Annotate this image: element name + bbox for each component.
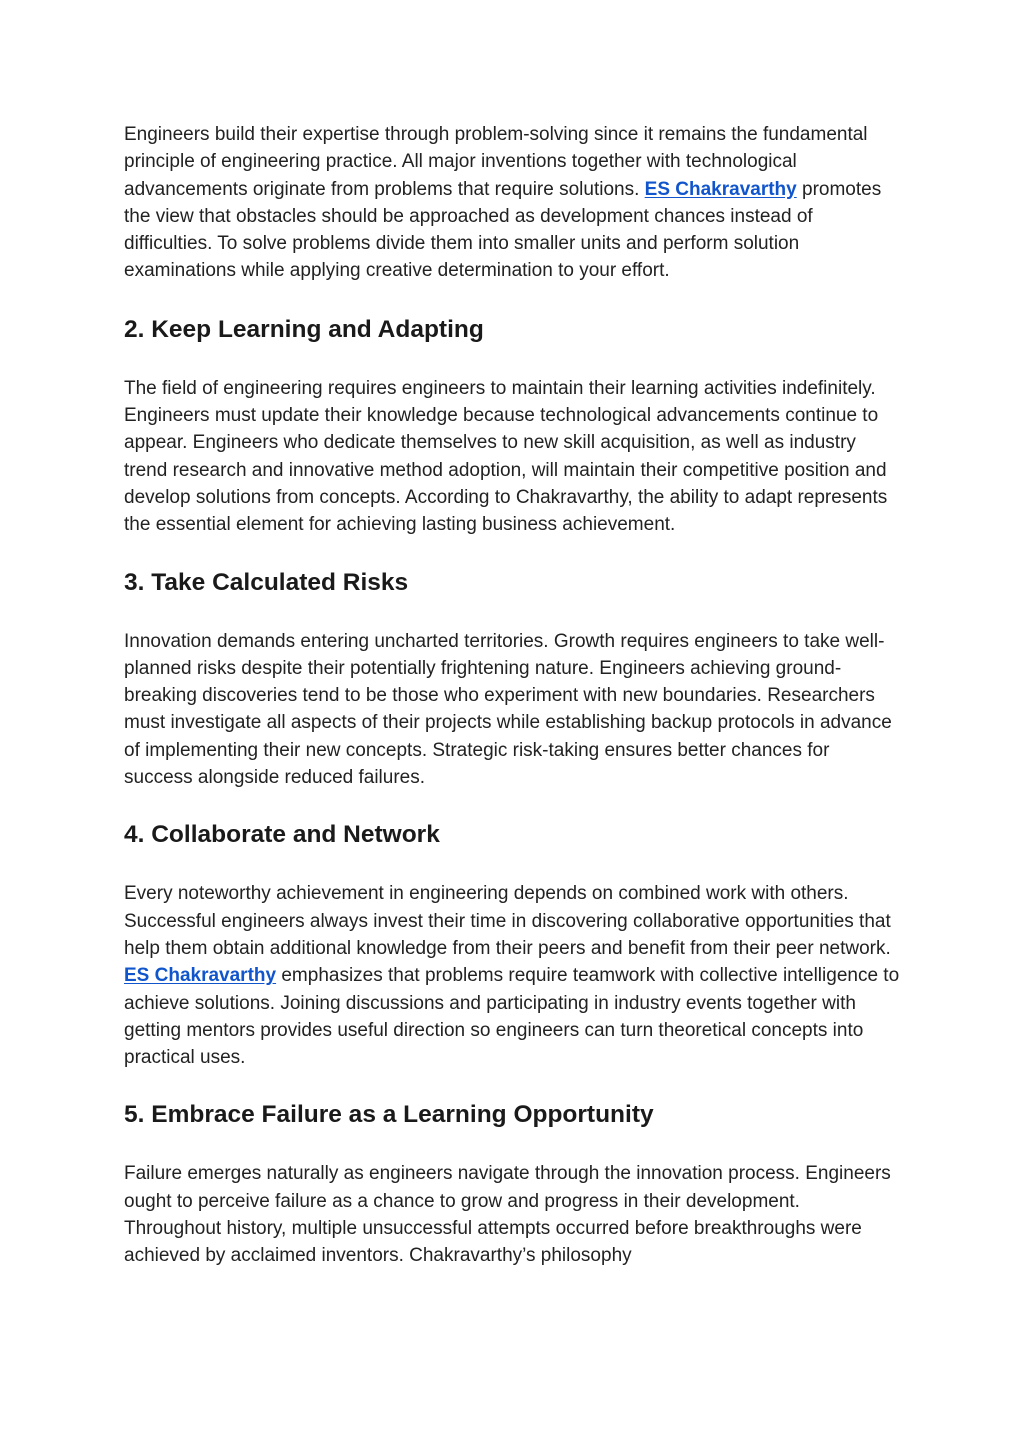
es-chakravarthy-link[interactable]: ES Chakravarthy (124, 965, 277, 987)
section-2-paragraph: The field of engineering requires engineers to maintain their learning activities indefinitely. Engineers must update their knowledge because technological advancements continue to appear. Engineers who dedicate themselves to new skill acquisition, as well as industry trend research and innovative method adoption, will maintain their competitive position and develop solutions from concepts. According to Chakravarthy, the ability to adapt represents the essential element for achieving lasting business achievement. (124, 377, 888, 536)
document-page (124, 121, 900, 1270)
es-chakravarthy-link[interactable]: ES Chakravarthy (644, 178, 797, 200)
section-3-paragraph: Innovation demands entering uncharted territories. Growth requires engineers to take well-planned risks despite their potentially frightening nature. Engineers achieving ground-breaking discoveries tend to be those who experiment with new boundaries. Researchers must investigate all aspects of their projects while establishing backup protocols in advance of implementing their new concepts. Strategic risk-taking ensures better chances for success alongside reduced failures. (124, 630, 892, 789)
section-4-heading: 4. Collaborate and Network (124, 821, 440, 849)
section-2-heading: 2. Keep Learning and Adapting (124, 315, 484, 343)
section-5-heading: 5. Embrace Failure as a Learning Opportunity (124, 1101, 654, 1129)
section-4-text-after-link: emphasizes that problems require teamwork with collective intelligence to achieve solutions. Joining discussions and participating in industry events together with getting mentors provides useful direction so engineers can turn theoretical concepts into practical uses. (124, 965, 900, 1069)
section-5-paragraph: Failure emerges naturally as engineers navigate through the innovation process. Engineers ought to perceive failure as a chance to grow and progress in their development. Throughout history, multiple unsuccessful attempts occurred before breakthroughs were achieved by acclaimed inventors. Chakravarthy’s philosophy (124, 1163, 891, 1267)
intro-paragraph (124, 121, 900, 285)
section-3-heading: 3. Take Calculated Risks (124, 568, 409, 596)
intro-text-before-link: Engineers build their expertise through problem-solving since it remains the fundamental principle of engineering practice. All major inventions together with technological advancements originate from problems that require solutions. (124, 124, 868, 200)
intro-text-after-link: promotes the view that obstacles should be approached as development chances instead of difficulties. To solve problems divide them into smaller units and perform solution examinations while applying creative determination to your effort. (124, 178, 882, 282)
section-4-text-before-link: Every noteworthy achievement in engineering depends on combined work with others. Successful engineers always invest their time in discovering collaborative opportunities that help them obtain additional knowledge from their peers and benefit from their peer network. (124, 883, 891, 959)
section-4-paragraph (124, 880, 900, 1071)
